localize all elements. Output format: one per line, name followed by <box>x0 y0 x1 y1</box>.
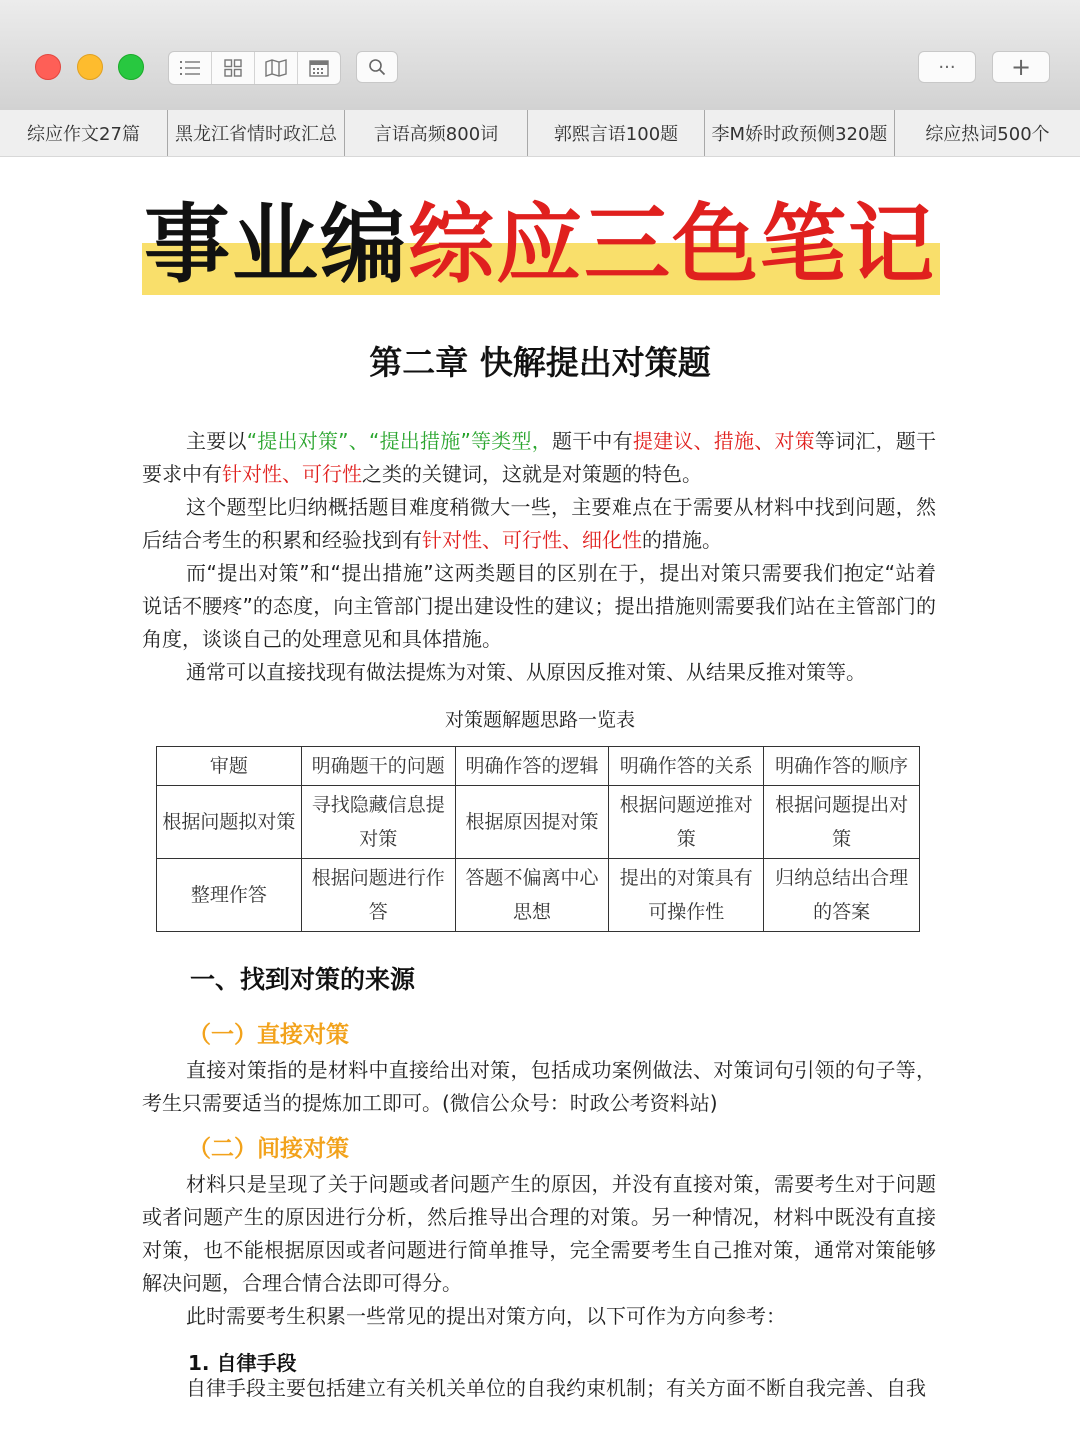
p1-text-1: 主要以 <box>186 429 247 453</box>
document-page <box>0 157 1080 1441</box>
table-cell: 归纳总结出合理的答案 <box>764 859 920 932</box>
tab-heilongjiang[interactable]: 黑龙江省情时政汇总 <box>168 110 345 156</box>
chapter-heading: 第二章 快解提出对策题 <box>369 343 711 382</box>
p1-text-4: 之类的关键词，这就是对策题的特色。 <box>362 462 702 486</box>
calendar-view-button[interactable] <box>298 52 340 84</box>
plus-icon: + <box>1010 53 1032 81</box>
direct-paragraph: 直接对策指的是材料中直接给出对策，包括成功案例做法、对策词句引领的句子等，考生只需要适当的提炼加工即可。(微信公众号：时政公考资料站) <box>142 1058 936 1115</box>
subsection-self-discipline: 1. 自律手段 <box>188 1351 297 1375</box>
p2-red-keywords: 针对性、可行性、细化性 <box>422 528 642 552</box>
table-caption: 对策题解题思路一览表 <box>444 709 635 731</box>
table-cell: 答题不偏离中心思想 <box>455 859 609 932</box>
tab-bar <box>0 110 1080 157</box>
p1-green-types: “提出对策”、“提出措施”等类型， <box>246 429 552 453</box>
table-cell: 明确作答的逻辑 <box>455 747 609 786</box>
table-cell: 提出的对策具有可操作性 <box>609 859 764 932</box>
table-cell: 寻找隐藏信息提对策 <box>301 786 455 859</box>
table-row <box>157 859 920 932</box>
minimize-window-button[interactable] <box>77 54 103 80</box>
table-cell: 明确题干的问题 <box>301 747 455 786</box>
subsection-direct: （一）直接对策 <box>188 1022 349 1048</box>
solution-table <box>156 746 920 932</box>
search-button[interactable] <box>356 51 398 83</box>
p1-text-3: 等词汇，题干要求中有 <box>142 429 937 486</box>
list-view-button[interactable] <box>169 52 212 84</box>
table-cell: 明确作答的顺序 <box>764 747 920 786</box>
title-red-part: 综应三色笔记 <box>408 194 936 295</box>
search-icon <box>368 58 386 76</box>
section-heading-1: 一、找到对策的来源 <box>190 965 416 994</box>
table-row <box>157 747 920 786</box>
p2-text-2: 的措施。 <box>642 528 722 552</box>
intro-paragraph <box>142 425 936 491</box>
p1-red-feasibility: 针对性、可行性 <box>222 462 362 486</box>
p1-text-2: 题干中有 <box>551 429 633 453</box>
table-cell: 根据原因提对策 <box>455 786 609 859</box>
tab-essay[interactable]: 综应作文27篇 <box>0 110 168 156</box>
book-view-button[interactable] <box>255 52 298 84</box>
self-discipline-paragraph: 自律手段主要包括建立有关机关单位的自我约束机制；有关方面不断自我完善、自我 <box>186 1376 926 1400</box>
tab-current-affairs[interactable]: 李M娇时政预侧320题 <box>705 110 895 156</box>
main-title <box>140 195 940 295</box>
more-icon: ··· <box>938 56 956 78</box>
add-tab-button[interactable] <box>992 51 1050 83</box>
tab-vocabulary[interactable]: 言语高频800词 <box>345 110 528 156</box>
title-black-part: 事业编 <box>144 194 408 295</box>
table-cell: 根据问题拟对策 <box>157 786 302 859</box>
reference-paragraph: 此时需要考生积累一些常见的提出对策方向，以下可作为方向参考： <box>186 1304 786 1328</box>
table-cell: 根据问题进行作答 <box>301 859 455 932</box>
difference-paragraph: 而“提出对策”和“提出措施”这两类题目的区别在于，提出对策只需要我们抱定“站着说话不腰疼”的态度，向主管部门提出建设性的建议；提出措施则需要我们站在主管部门的角度，谈谈自己的处理意见和具体措施。 <box>142 561 936 651</box>
table-cell: 根据问题逆推对策 <box>609 786 764 859</box>
table-cell: 根据问题提出对策 <box>764 786 920 859</box>
view-mode-segmented-control <box>168 51 341 85</box>
list-icon <box>180 60 200 76</box>
window-titlebar <box>0 0 1080 111</box>
tab-hot-words[interactable]: 综应热词500个 <box>925 124 1050 145</box>
table-cell: 审题 <box>157 747 302 786</box>
close-window-button[interactable] <box>35 54 61 80</box>
table-row <box>157 786 920 859</box>
book-icon <box>265 59 287 77</box>
title-text <box>140 195 940 295</box>
zoom-window-button[interactable] <box>118 54 144 80</box>
calendar-icon <box>309 59 329 77</box>
methods-paragraph: 通常可以直接找现有做法提炼为对策、从原因反推对策、从结果反推对策等。 <box>186 660 866 684</box>
table-cell: 明确作答的关系 <box>609 747 764 786</box>
p2-text-1: 这个题型比归纳概括题目难度稍微大一些，主要难点在于需要从材料中找到问题，然后结合考生的积累和经验找到有 <box>142 495 936 552</box>
p1-red-keywords: 提建议、措施、对策 <box>632 429 815 453</box>
tab-guoxi[interactable]: 郭熙言语100题 <box>528 110 705 156</box>
subsection-indirect: （二）间接对策 <box>188 1136 349 1162</box>
table-cell: 整理作答 <box>157 859 302 932</box>
more-button[interactable] <box>918 51 976 83</box>
grid-view-button[interactable] <box>212 52 255 84</box>
indirect-paragraph: 材料只是呈现了关于问题或者问题产生的原因，并没有直接对策，需要考生对于问题或者问题产生的原因进行分析，然后推导出合理的对策。另一种情况，材料中既没有直接对策，也不能根据原因或者问题进行简单推导，完全需要考生自己推对策，通常对策能够解决问题，合理合情合法即可得分。 <box>142 1172 936 1295</box>
grid-icon <box>224 59 242 77</box>
difficulty-paragraph <box>142 491 936 557</box>
